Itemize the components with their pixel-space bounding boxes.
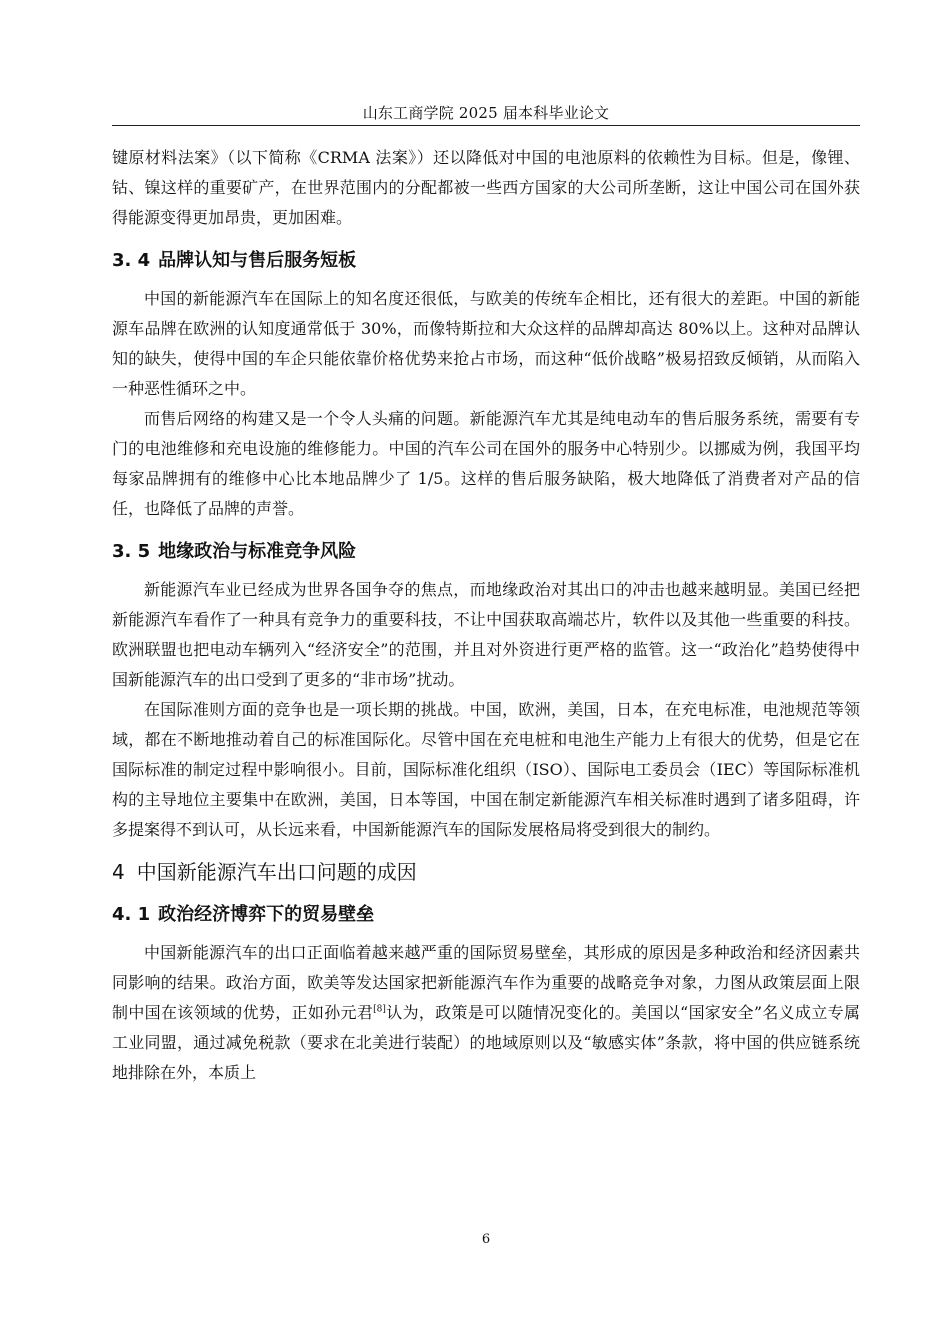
section-heading-3-4: [112, 246, 860, 276]
paragraph: 新能源汽车业已经成为世界各国争夺的焦点，而地缘政治对其出口的冲击也越来越明显。美国已经把新能源汽车看作了一种具有竞争力的重要科技，不让中国获取高端芯片，软件以及其他一些重要的科技。欧洲联盟也把电动车辆列入“经济安全”的范围，并且对外资进行更严格的监管。这一“政治化”趋势使得中国新能源汽车的出口受到了更多的“非市场”扰动。: [112, 580, 860, 689]
chapter-number: 4: [112, 860, 125, 884]
chapter-heading-4: [112, 857, 860, 887]
paragraph: 中国的新能源汽车在国际上的知名度还很低，与欧美的传统车企相比，还有很大的差距。中国的新能源车品牌在欧洲的认知度通常低于 30%，而像特斯拉和大众这样的品牌却高达 80%以上。这种对品牌认知的缺失，使得中国的车企只能依靠价格优势来抢占市场，而这种“低价战略”极易招致反倾销，从而陷入一种恶性循环之中。: [112, 289, 860, 398]
page-number: 6: [481, 1232, 491, 1247]
section-heading-4-1: [112, 900, 860, 930]
section-number: 4. 1: [112, 904, 151, 925]
section-title: 政治经济博弈下的贸易壁垒: [158, 904, 375, 925]
running-header: 山东工商学院 2025 届本科毕业论文: [362, 104, 610, 122]
chapter-title: 中国新能源汽车出口问题的成因: [136, 860, 417, 884]
section-title: 品牌认知与售后服务短板: [158, 250, 357, 271]
paragraph: [112, 938, 860, 1088]
paragraph-continued: 键原材料法案》（以下简称《CRMA 法案》）还以降低对中国的电池原料的依赖性为目标。但是，像锂、钴、镍这样的重要矿产，在世界范围内的分配都被一些西方国家的大公司所垄断，这让中国公司在国外获得能源变得更加昂贵，更加困难。: [112, 148, 860, 227]
section-title: 地缘政治与标准竞争风险: [158, 541, 357, 562]
section-heading-3-5: [112, 537, 860, 567]
citation-marker: [8]: [373, 1004, 386, 1015]
section-number: 3. 5: [112, 541, 151, 562]
section-number: 3. 4: [112, 250, 151, 271]
main-content: [112, 143, 860, 1088]
paragraph-text: 认为，政策是可以随情况变化的。美国以“国家安全”名义成立专属工业同盟，通过减免税款（要求在北美进行装配）的地域原则以及“敏感实体”条款，将中国的供应链系统地排除在外，本质上: [112, 1003, 860, 1082]
paragraph: 而售后网络的构建又是一个令人头痛的问题。新能源汽车尤其是纯电动车的售后服务系统，需要有专门的电池维修和充电设施的维修能力。中国的汽车公司在国外的服务中心特别少。以挪威为例，我国平均每家品牌拥有的维修中心比本地品牌少了 1/5。这样的售后服务缺陷，极大地降低了消费者对产品的信任，也降低了品牌的声誉。: [112, 409, 860, 518]
paragraph: 在国际准则方面的竞争也是一项长期的挑战。中国，欧洲，美国，日本，在充电标准，电池规范等领域，都在不断地推动着自己的标准国际化。尽管中国在充电桩和电池生产能力上有很大的优势，但是它在国际标准的制定过程中影响很小。目前，国际标准化组织（ISO）、国际电工委员会（IEC）等国际标准机构的主导地位主要集中在欧洲，美国，日本等国，中国在制定新能源汽车相关标准时遇到了诸多阻碍，许多提案得不到认可，从长远来看，中国新能源汽车的国际发展格局将受到很大的制约。: [112, 700, 860, 839]
header-rule: [112, 125, 860, 126]
paragraph-text: 中国新能源汽车的出口正面临着越来越严重的国际贸易壁垒，其形成的原因是多种政治和经济因素共同影响的结果。政治方面，欧美等发达国家把新能源汽车作为重要的战略竞争对象，力图从政策层面上限制中国在该领域的优势，正如孙元君: [112, 943, 860, 1022]
